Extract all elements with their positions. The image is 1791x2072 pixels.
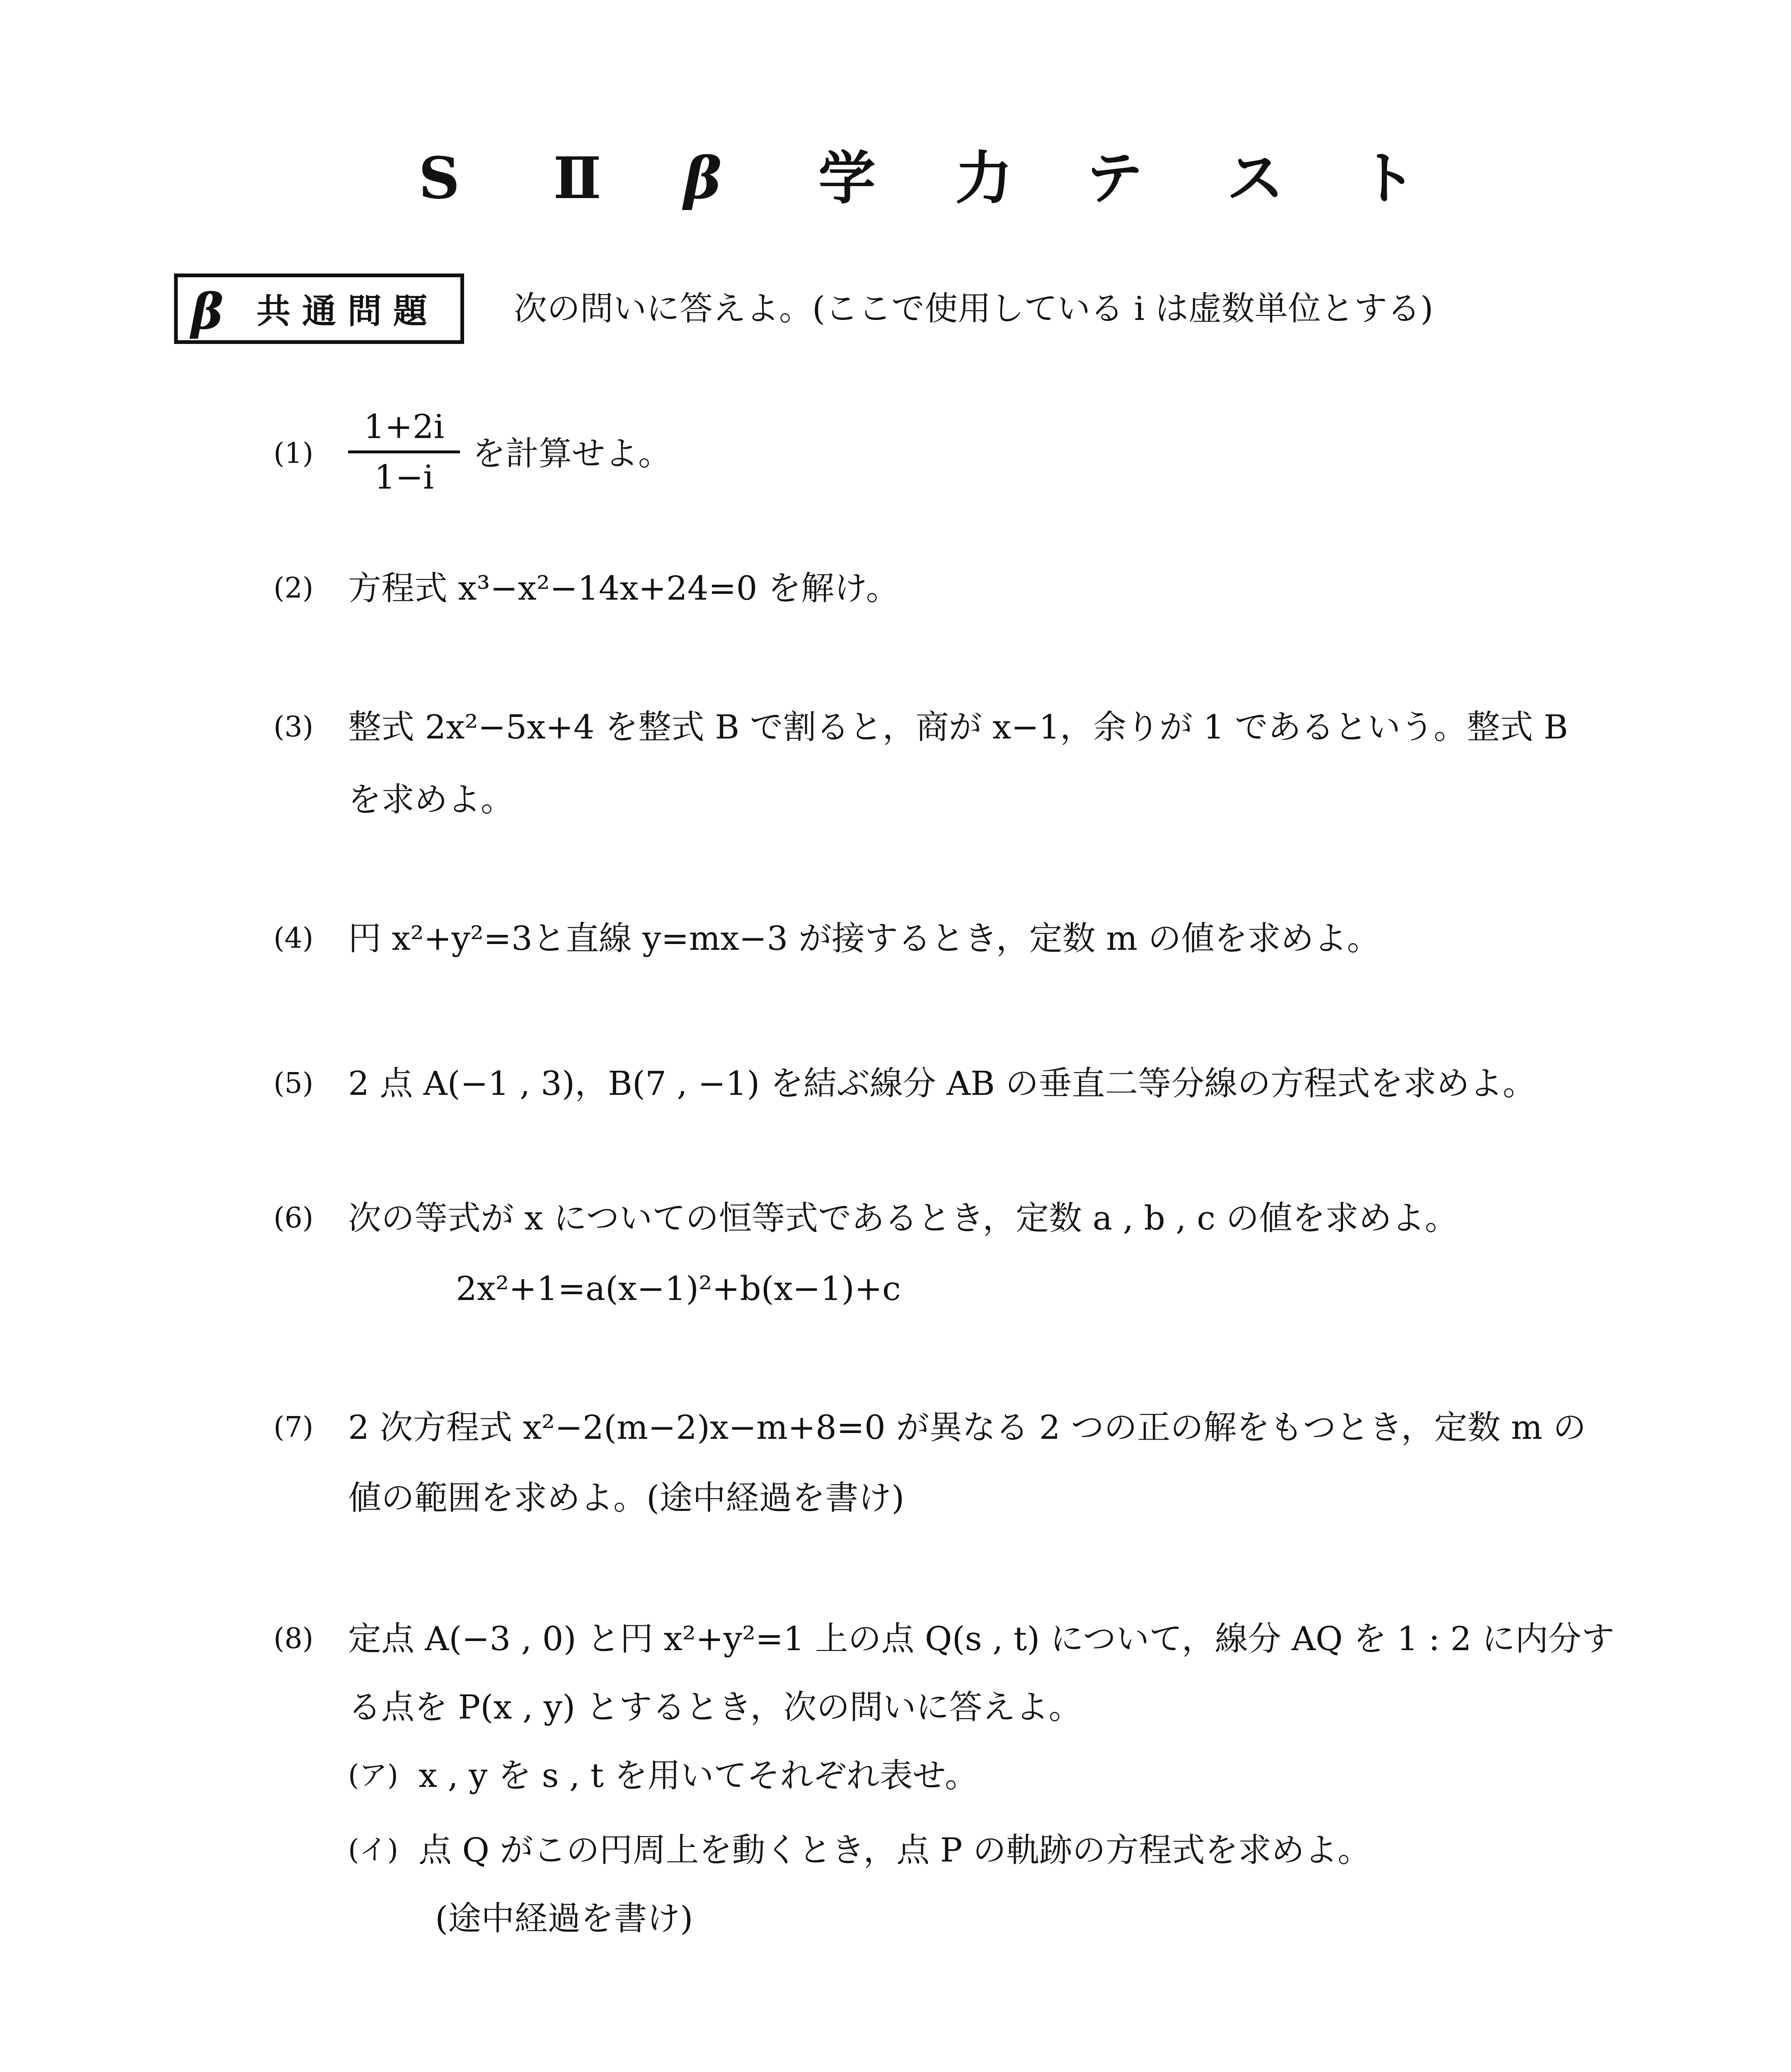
problem-number: (6) xyxy=(273,1202,314,1234)
problem-text: 定点 A(−3 , 0) と円 x²+y²=1 上の点 Q(s , t) について，線分 AQ を 1 : 2 に内分す xyxy=(348,1619,1615,1658)
title-char: ス xyxy=(1227,144,1284,212)
problem-number: (3) xyxy=(273,711,314,743)
page-title xyxy=(0,137,1791,220)
title-char: 力 xyxy=(955,144,1013,212)
title-char: ト xyxy=(1359,144,1417,212)
section-tag-symbol: β xyxy=(191,283,224,340)
fraction-denominator: 1−i xyxy=(374,458,434,496)
title-char: テ xyxy=(1086,144,1143,212)
title-char: 学 xyxy=(818,144,876,212)
problem-number: (4) xyxy=(273,922,314,955)
problem-text: 方程式 x³−x²−14x+24=0 を解け。 xyxy=(348,569,899,608)
section-intro: 次の問いに答えよ。(ここで使用している i は虚数単位とする) xyxy=(514,289,1433,328)
subproblem-label: (イ) xyxy=(348,1834,399,1866)
problem-text: 整式 2x²−5x+4 を整式 B で割ると，商が x−1，余りが 1 であるという。整式 B xyxy=(348,708,1568,746)
fraction xyxy=(344,404,464,503)
section-tag-label: 共通問題 xyxy=(257,292,439,331)
subproblem-text: x , y を s , t を用いてそれぞれ表せ。 xyxy=(419,1756,978,1795)
problem-text: る点を P(x , y) とするとき，次の問いに答えよ。 xyxy=(348,1688,1082,1726)
title-char: β xyxy=(684,144,722,212)
problem-number: (5) xyxy=(273,1067,314,1100)
problem-text: を求めよ。 xyxy=(348,780,514,819)
problem-text: 2 次方程式 x²−2(m−2)x−m+8=0 が異なる 2 つの正の解をもつとき，定数 m の xyxy=(348,1408,1586,1447)
problem-number: (7) xyxy=(273,1411,314,1444)
equation: 2x²+1=a(x−1)²+b(x−1)+c xyxy=(456,1269,901,1308)
subproblem-text: 点 Q がこの円周上を動くとき，点 P の軌跡の方程式を求めよ。 xyxy=(419,1831,1371,1869)
title-char: S xyxy=(419,144,460,212)
problem-number: (2) xyxy=(273,572,314,605)
problem-text: 次の等式が x についての恒等式であるとき，定数 a , b , c の値を求めよ。 xyxy=(348,1199,1458,1237)
problem-text: を計算せよ。 xyxy=(472,434,671,473)
problem-number: (8) xyxy=(273,1622,314,1655)
problem-text: 2 点 A(−1 , 3)，B(7 , −1) を結ぶ線分 AB の垂直二等分線の方程式を求めよ。 xyxy=(348,1064,1536,1103)
subproblem-note: (途中経過を書け) xyxy=(435,1899,693,1938)
problem-text: 円 x²+y²=3と直線 y=mx−3 が接するとき，定数 m の値を求めよ。 xyxy=(348,919,1380,958)
subproblem-label: (ア) xyxy=(348,1759,399,1792)
problem-text: 値の範囲を求めよ。(途中経過を書け) xyxy=(348,1479,905,1517)
problem-number: (1) xyxy=(273,437,314,470)
fraction-bar xyxy=(348,450,460,453)
title-char: Ⅱ xyxy=(553,144,602,212)
fraction-numerator: 1+2i xyxy=(363,407,445,446)
section-tag xyxy=(174,274,464,344)
